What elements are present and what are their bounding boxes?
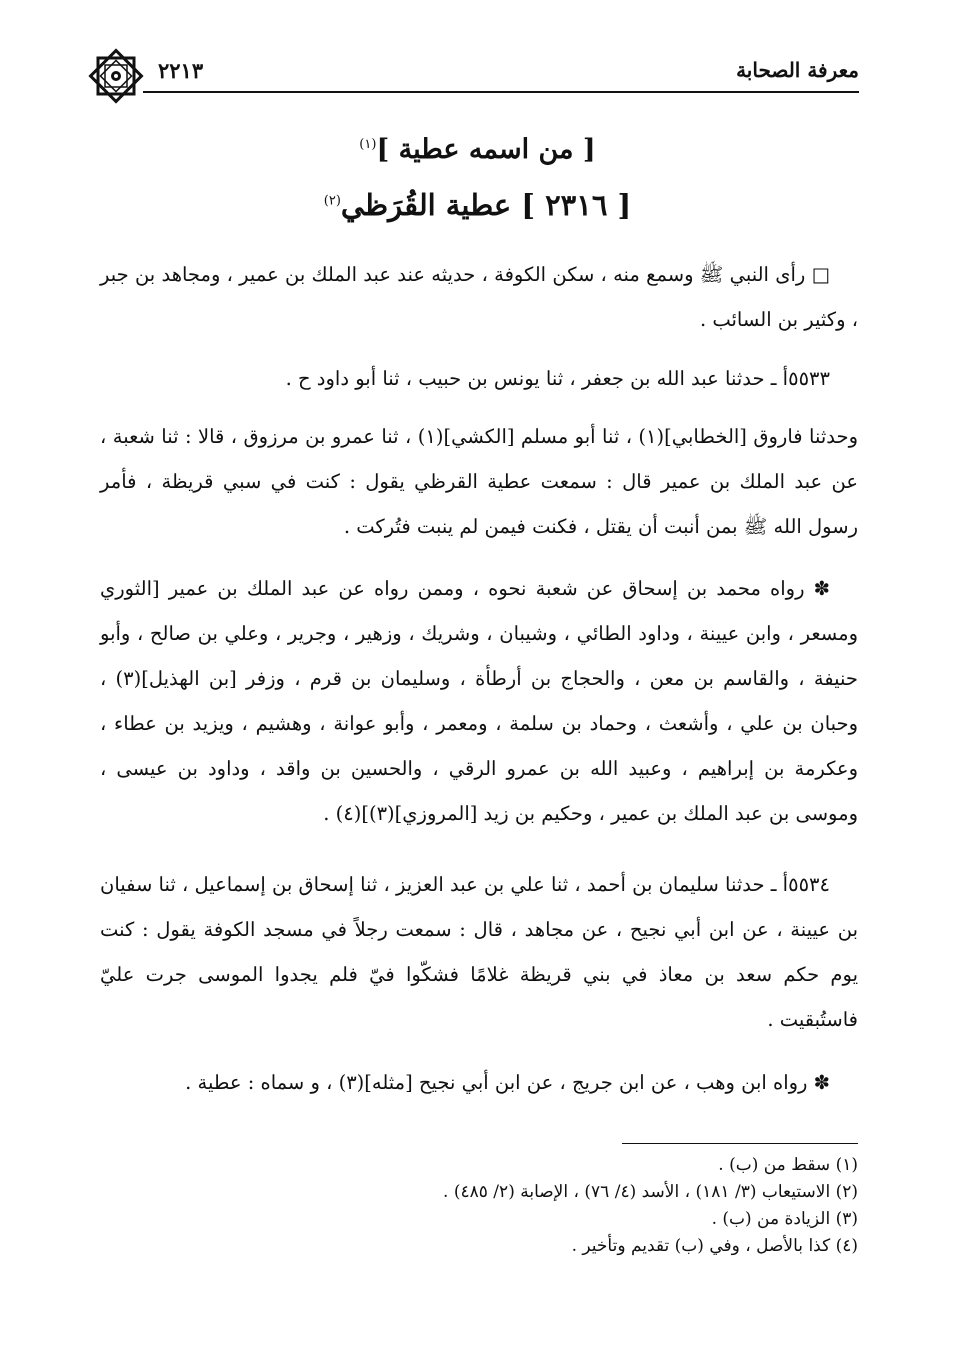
octagram-ornament-icon — [88, 48, 144, 104]
header-rule — [143, 91, 859, 93]
footnote: (١) سقط من (ب) . — [718, 1155, 858, 1175]
paragraph — [100, 414, 858, 549]
entry-title-text: [ ٢٣١٦ ] عطية القُرَظي — [340, 188, 632, 222]
footnote: (٢) الاستيعاب (٣/ ١٨١) ، الأسد (٤/ ٧٦) ، الإصابة (٢/ ٤٨٥) . — [443, 1182, 858, 1202]
page-header — [88, 48, 859, 100]
section-title-text: [ من اسمه عطية ] — [376, 134, 596, 165]
hadith-text: ٥٥٣٤أ ـ حدثنا سليمان بن أحمد ، ثنا علي بن عبد العزيز ، ثنا إسحاق بن إسماعيل ، ثنا سفيان بن عيينة ، عن ابن أبي نجيح ، عن مجاهد ، قال : سمعت رجلاً في مسجد الكوفة يقول : كنت يوم حكم سعد بن معاذ في بني قريظة غلامًا فشكّوا فيّ فلم يجدوا الموسى جرت عليّ فاستُبقيت . — [100, 873, 858, 1031]
hadith-text: وحدثنا فاروق [الخطابي](١) ، ثنا أبو مسلم [الكشي](١) ، ثنا عمرو بن مرزوق ، قالا : ثنا شعبة ، عن عبد الملك بن عمير قال : سمعت عطية القرظي يقول : كنت في سبي قريظة ، فأمر رسول الله ﷺ بمن أنبت أن يقتل ، فكنت فيمن لم ينبت فتُركت . — [100, 425, 858, 538]
section-title — [0, 134, 955, 165]
paragraph — [100, 566, 858, 836]
footnote-rule — [622, 1143, 858, 1144]
footnotes — [100, 1152, 858, 1260]
paragraph — [100, 1060, 858, 1105]
footnote: (٣) الزيادة من (ب) . — [711, 1209, 858, 1229]
page-number: ٢٢١٣ — [158, 58, 204, 83]
paragraph — [100, 356, 858, 401]
paragraph — [100, 862, 858, 1042]
paragraph — [100, 252, 858, 342]
paragraph-text: □ رأى النبي ﷺ وسمع منه ، سكن الكوفة ، حديثه عند عبد الملك بن عمير ، ومجاهد بن جبر ، وكثير بن السائب . — [100, 263, 858, 331]
running-header-title: معرفة الصحابة — [736, 58, 859, 82]
narration-note: ✽ رواه محمد بن إسحاق عن شعبة نحوه ، وممن رواه عن عبد الملك بن عمير [الثوري ومسعر ، وابن عيينة ، وداود الطائي ، وشيبان ، وشريك ، وزهير ، وجرير ، وعلي بن صالح ، وأبو حنيفة ، والقاسم بن معن ، والحجاج بن أرطأة ، وسليمان بن قرم ، وزفر [بن الهذيل](٣) ، وحبان بن علي ، وأشعث ، وحماد بن سلمة ، ومعمر ، وأبو عوانة ، وهشيم ، ويزيد بن عطاء ، وعكرمة بن إبراهيم ، وعبيد الله بن عمرو الرقي ، والحسين بن واقد ، وداود بن عيسى ، وموسى بن عبد الملك بن عمير ، وحكيم بن زيد [المروزي](٣)](٤) . — [100, 577, 859, 825]
entry-title-ref: (٢) — [323, 193, 341, 209]
section-title-ref: (١) — [359, 137, 377, 152]
footnote: (٤) كذا بالأصل ، وفي (ب) تقديم وتأخير . — [571, 1236, 858, 1256]
entry-title — [0, 188, 955, 222]
narration-note: ✽ رواه ابن وهب ، عن ابن جريج ، عن ابن أبي نجيح [مثله](٣) ، و سماه : عطية . — [185, 1071, 830, 1094]
hadith-isnad: ٥٥٣٣أ ـ حدثنا عبد الله بن جعفر ، ثنا يونس بن حبيب ، ثنا أبو داود ح . — [285, 367, 830, 390]
